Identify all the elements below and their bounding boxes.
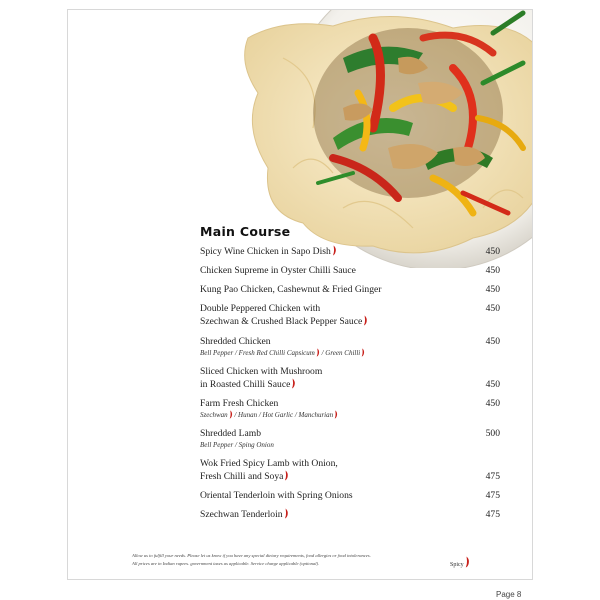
menu-item-options [200,440,500,451]
menu-item-price: 450 [485,336,500,347]
menu-item-option: Szechwan [200,411,228,419]
menu-item-name-line [200,457,390,470]
menu-item-name-line [200,427,390,440]
menu-item-price: 475 [485,509,500,520]
menu-item-price: 450 [485,265,500,276]
menu-item [200,489,500,502]
menu-item [200,245,500,258]
footer-note [132,552,432,568]
menu-item-name-line [200,302,390,315]
menu-item-name: Double Peppered Chicken with [200,303,321,314]
menu-item-name-line-2 [200,470,390,483]
chili-icon [291,378,296,389]
menu-item-price: 450 [485,398,500,409]
menu-item-options [200,348,500,359]
chili-icon [332,245,337,256]
menu-item-name-line [200,397,390,410]
menu-item-name: Farm Fresh Chicken [200,398,279,409]
spicy-legend [450,556,470,568]
footer-line-2: All prices are in Indian rupees. government taxes as applicable. Service charge applicable (optional). [132,561,320,566]
spicy-legend-label: Spicy [450,562,464,568]
menu-item-name: Oriental Tenderloin with Spring Onions [200,490,353,501]
menu-item-option: / Green Chilli [319,349,361,357]
menu-item-name-line [200,283,390,296]
chili-icon [284,470,289,481]
chili-icon [363,315,368,326]
menu-item-name-line-2 [200,378,390,391]
menu-item [200,457,500,483]
menu-item-name: Spicy Wine Chicken in Sapo Dish [200,246,331,257]
menu-item-name: Szechwan Tenderloin [200,509,283,520]
menu-item [200,508,500,521]
menu-item-price: 475 [485,471,500,482]
menu-item-price: 450 [485,379,500,390]
menu-item [200,427,500,451]
menu-item-name-2: Szechwan & Crushed Black Pepper Sauce [200,316,363,327]
footer-line-1: Allow us to fulfill your needs. Please let us know if you have any special dietary requirements, food allergies or food intolerances. [132,553,371,558]
menu-item-option: / Hunan / Hot Garlic / Manchurian [232,411,334,419]
menu-item [200,397,500,421]
menu-item-name-2: in Roasted Chilli Sauce [200,379,291,390]
menu-item-name: Wok Fried Spicy Lamb with Onion, [200,458,338,469]
chili-icon [361,348,365,357]
chili-icon [334,410,338,419]
menu-item-price: 500 [485,428,500,439]
menu-item-option: Bell Pepper / Fresh Red Chilli Capsicum [200,349,315,357]
menu-item-name-line [200,245,390,258]
menu-item-price: 475 [485,490,500,501]
section-title: Main Course [200,224,291,239]
menu-item-name-line [200,489,390,502]
page-number: Page 8 [496,590,522,599]
menu-item [200,264,500,277]
menu-item-name: Shredded Lamb [200,428,262,439]
menu-item-option: Bell Pepper / Sping Onion [200,441,274,449]
menu-item-name: Kung Pao Chicken, Cashewnut & Fried Ginger [200,284,382,295]
menu-item-options [200,410,500,421]
menu-item-name-line [200,264,390,277]
menu-item-name-line [200,508,390,521]
menu-item-price: 450 [485,303,500,314]
menu-item [200,283,500,296]
menu-list [200,245,500,521]
menu-item-name-2: Fresh Chilli and Soya [200,471,284,482]
chili-icon [465,556,470,568]
menu-item-price: 450 [485,246,500,257]
menu-item [200,365,500,391]
menu-page [67,9,533,580]
menu-item-name: Chicken Supreme in Oyster Chilli Sauce [200,265,356,276]
menu-item-name-line [200,365,390,378]
menu-item [200,335,500,359]
menu-item-name-line [200,335,390,348]
menu-item-name: Shredded Chicken [200,336,271,347]
menu-item-name: Sliced Chicken with Mushroom [200,366,323,377]
menu-item [200,302,500,328]
chili-icon [284,508,289,519]
menu-item-name-line-2 [200,315,390,328]
menu-item-price: 450 [485,284,500,295]
